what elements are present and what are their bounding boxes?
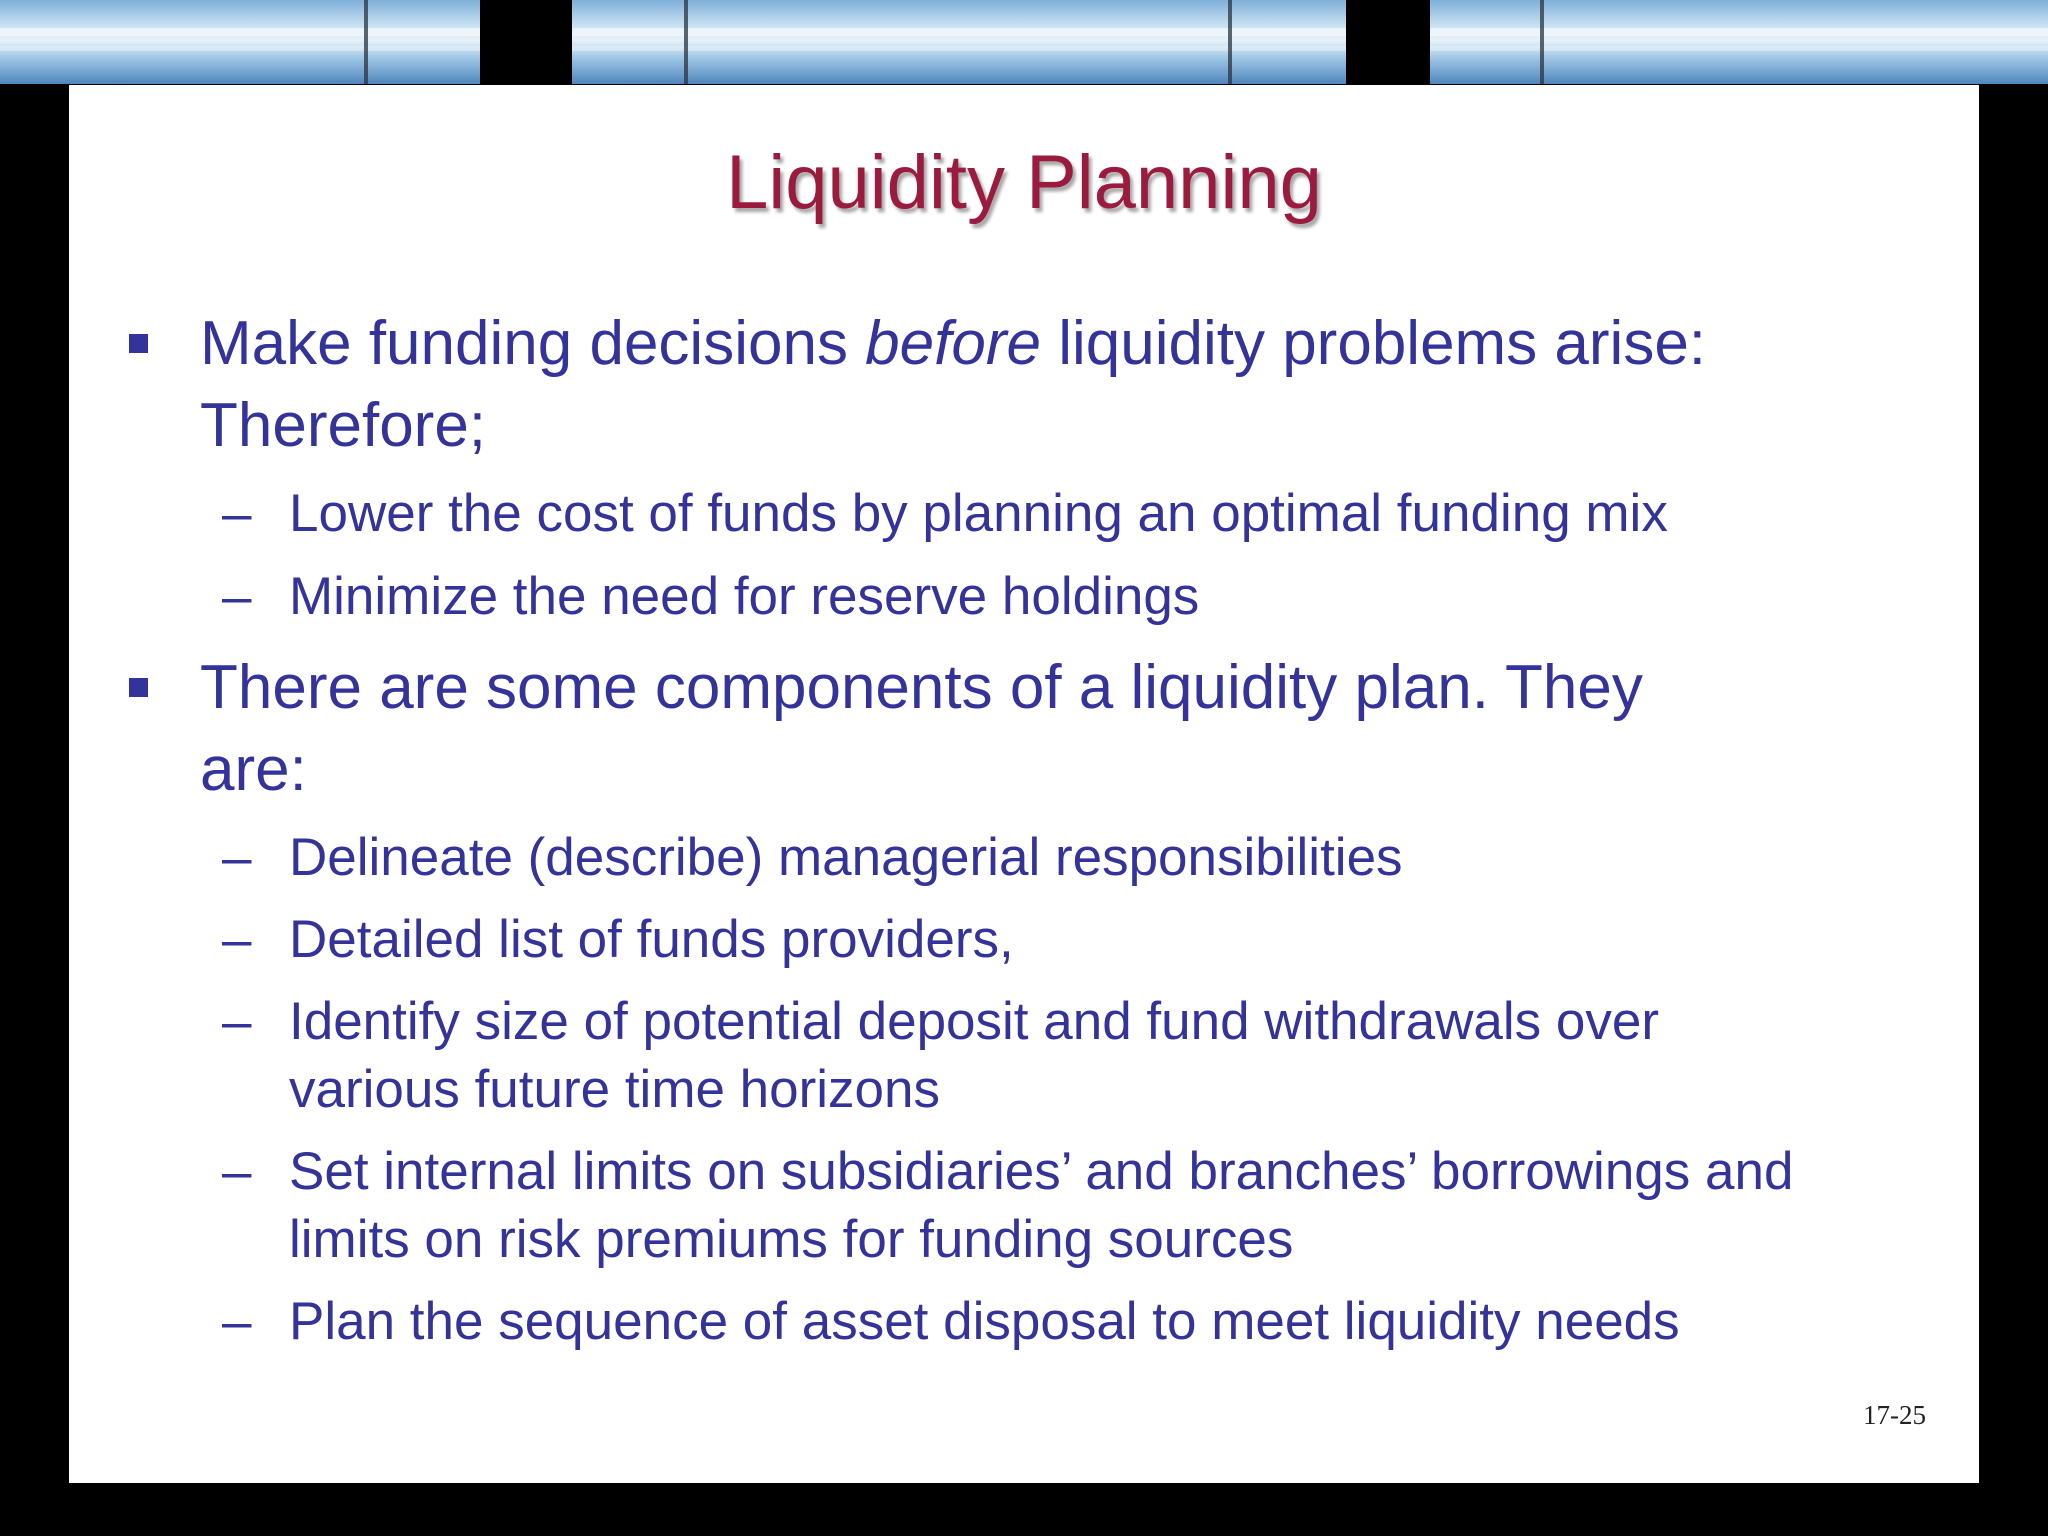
page-number: 17-25: [1863, 1400, 1926, 1430]
bullet-2-line-2: are:: [200, 735, 307, 804]
dash-bullet: –: [222, 1142, 252, 1201]
dash-bullet: –: [222, 484, 252, 543]
dash-bullet: –: [222, 828, 252, 887]
square-bullet-icon: [129, 334, 148, 353]
sub-bullet-1-1: Lower the cost of funds by planning an optimal funding mix: [289, 484, 1668, 543]
dash-bullet: –: [222, 567, 252, 626]
slide-title: Liquidity Planning: [726, 140, 1322, 225]
sub-bullet-2-3-line-2: various future time horizons: [289, 1060, 941, 1119]
bullet-1-line-1: Make funding decisions before liquidity problems arise:: [200, 309, 1707, 378]
sub-bullet-1-2: Minimize the need for reserve holdings: [289, 567, 1200, 626]
bullet-2-line-1: There are some components of a liquidity plan. They: [200, 653, 1643, 722]
bullet-1-line-2: Therefore;: [200, 391, 487, 460]
dash-bullet: –: [222, 1292, 252, 1351]
sub-bullet-2-4-line-1: Set internal limits on subsidiaries’ and branches’ borrowings and: [289, 1142, 1794, 1201]
sub-bullet-2-3-line-1: Identify size of potential deposit and fund withdrawals over: [289, 992, 1659, 1051]
square-bullet-icon: [129, 678, 148, 697]
emphasis-before: before: [865, 309, 1041, 378]
dash-bullet: –: [222, 992, 252, 1051]
dash-bullet: –: [222, 910, 252, 969]
sub-bullet-2-5: Plan the sequence of asset disposal to meet liquidity needs: [289, 1292, 1680, 1351]
sub-bullet-2-2: Detailed list of funds providers,: [289, 910, 1014, 969]
sub-bullet-2-4-line-2: limits on risk premiums for funding sources: [289, 1210, 1294, 1269]
sub-bullet-2-1: Delineate (describe) managerial responsibilities: [289, 828, 1403, 887]
